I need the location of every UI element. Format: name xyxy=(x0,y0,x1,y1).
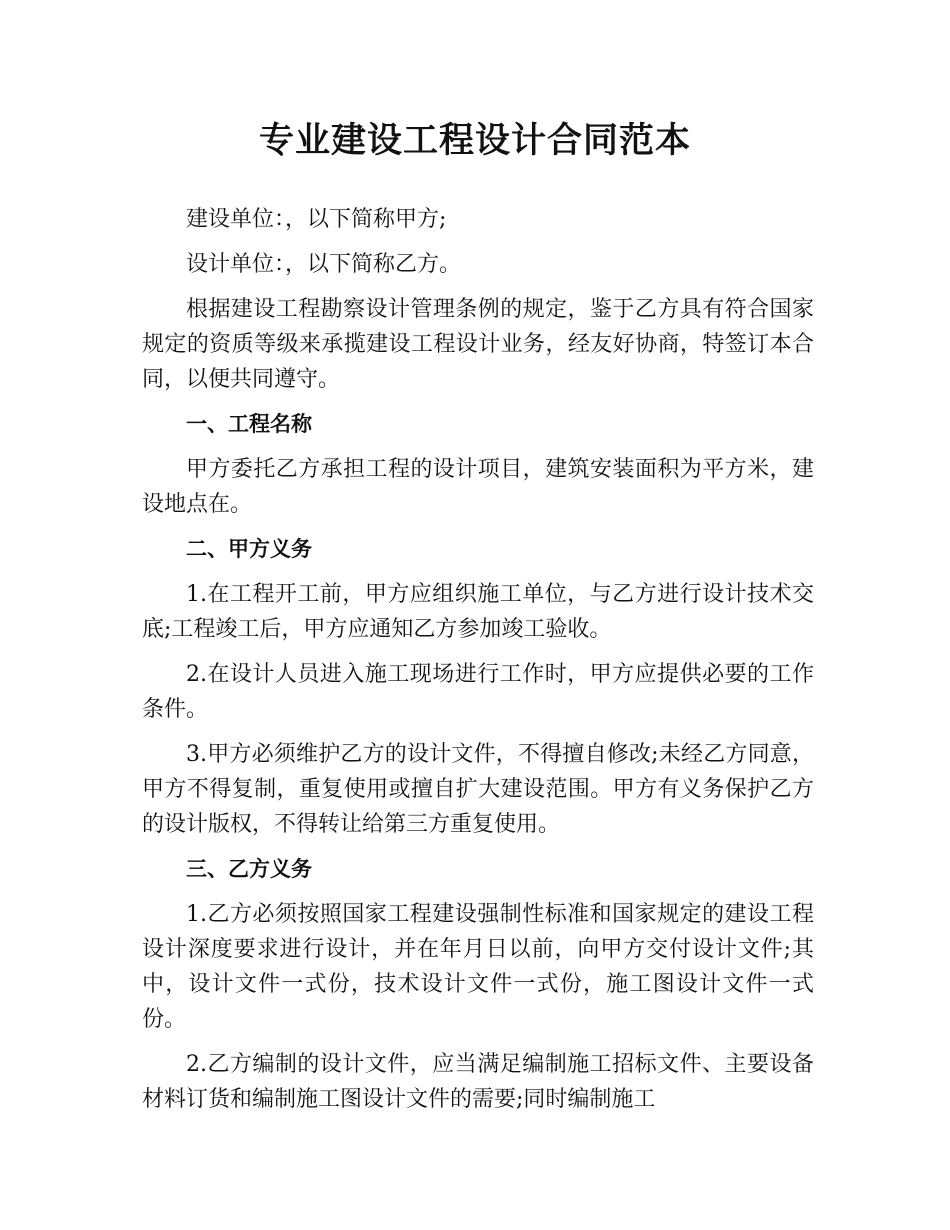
party-a-obligation-1: 1.在工程开工前，甲方应组织施工单位，与乙方进行设计技术交底;工程竣工后，甲方应通知乙方参加竣工验收。 xyxy=(142,582,814,642)
party-a-obligation-2: 2.在设计人员进入施工现场进行工作时，甲方应提供必要的工作条件。 xyxy=(142,662,814,722)
section-heading-party-a-obligations: 二、甲方义务 xyxy=(186,537,312,561)
preamble-paragraph: 根据建设工程勘察设计管理条例的规定，鉴于乙方具有符合国家规定的资质等级来承揽建设工程设计业务，经友好协商，特签订本合同，以便共同遵守。 xyxy=(142,297,814,392)
party-b-obligation-1: 1.乙方必须按照国家工程建设强制性标准和国家规定的建设工程设计深度要求进行设计，并在年月日以前，向甲方交付设计文件;其中，设计文件一式份，技术设计文件一式份，施工图设计文件一式份。 xyxy=(142,902,814,1032)
section-heading-project-name: 一、工程名称 xyxy=(186,412,312,436)
party-b-obligation-2: 2.乙方编制的设计文件，应当满足编制施工招标文件、主要设备材料订货和编制施工图设计文件的需要;同时编制施工 xyxy=(142,1052,814,1112)
section-heading-party-b-obligations: 三、乙方义务 xyxy=(186,857,312,881)
party-a-obligation-3: 3.甲方必须维护乙方的设计文件，不得擅自修改;未经乙方同意，甲方不得复制，重复使用或擅自扩大建设范围。甲方有义务保护乙方的设计版权，不得转让给第三方重复使用。 xyxy=(142,742,814,837)
document-body xyxy=(142,202,814,1127)
party-a-line: 建设单位：，以下简称甲方; xyxy=(186,207,447,232)
document-title: 专业建设工程设计合同范本 xyxy=(258,121,691,161)
party-b-line: 设计单位：，以下简称乙方。 xyxy=(186,252,462,277)
project-name-paragraph: 甲方委托乙方承担工程的设计项目，建筑安装面积为平方米，建设地点在。 xyxy=(142,457,814,517)
